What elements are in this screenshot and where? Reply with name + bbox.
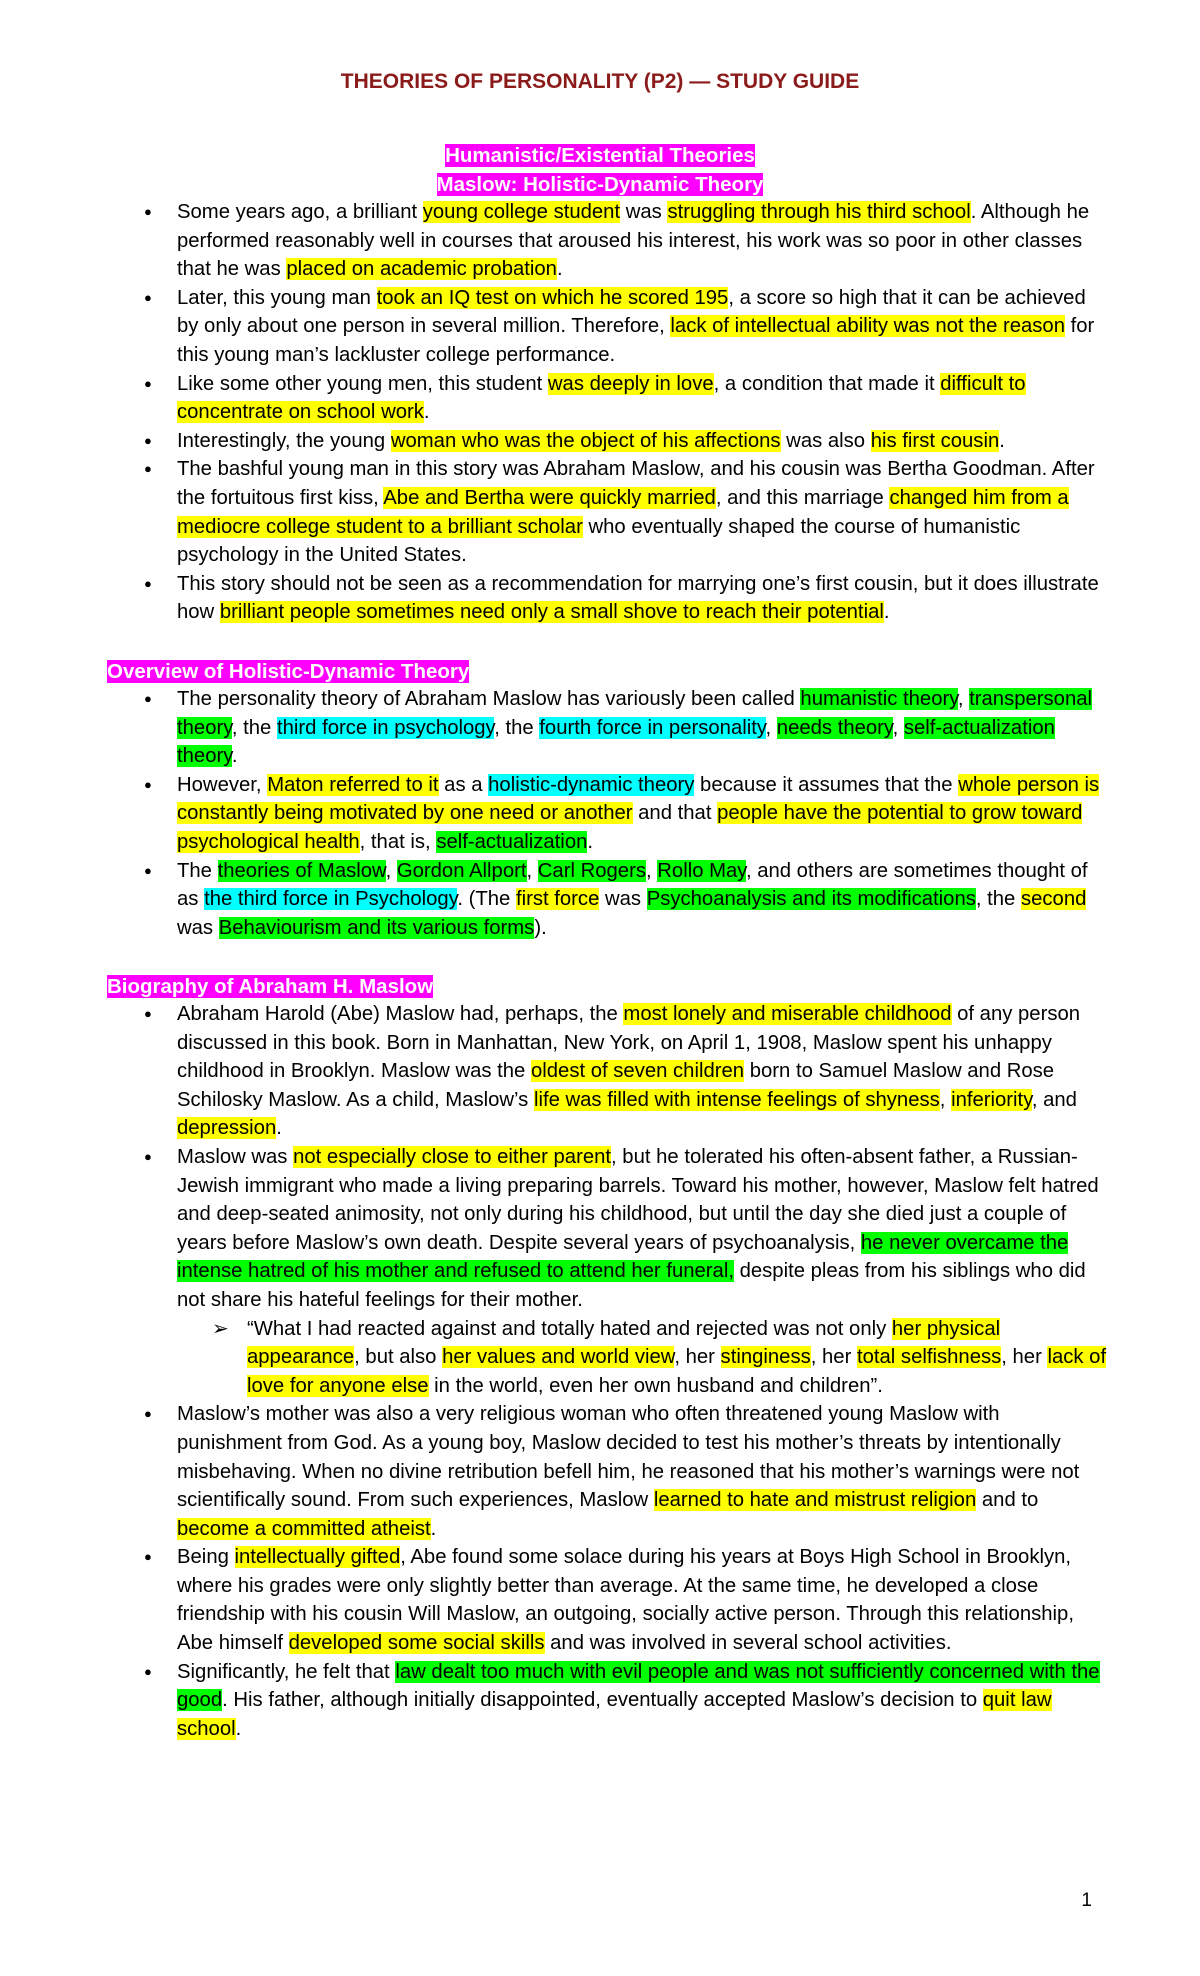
body-text: . His father, although initially disappointed, eventually accepted Maslow’s decision to — [222, 1689, 983, 1712]
highlighted-text: lack of love for anyone else — [247, 1346, 1107, 1397]
body-text: Maslow’s mother was also a very religious woman who often threatened young Maslow with punishment from God. As a young boy, Maslow decided to test his mother’s threats by intentionally misbehaving. When no divine retribution befell him, he reasoned that his mother’s warnings were not scientifically sound. From such experiences, Maslow — [177, 1403, 1080, 1512]
body-text: , the — [494, 716, 540, 739]
body-text: , her — [674, 1346, 721, 1369]
bullet-item — [107, 1400, 1107, 1543]
body-text: . Although he performed reasonably well in courses that aroused his interest, his work was so poor in other classes that he was — [177, 201, 1090, 281]
part-heading-text: Humanistic/Existential Theories — [445, 144, 755, 167]
highlighted-text: fourth force in personality — [539, 716, 766, 739]
body-text: Like some other young men, this student — [177, 372, 548, 395]
body-text: , — [892, 716, 904, 739]
highlighted-text: first force — [515, 888, 600, 911]
body-text: , and this marriage — [715, 486, 890, 509]
bullet-item — [107, 1143, 1107, 1400]
body-text: . — [276, 1117, 282, 1140]
body-text: born to Samuel Maslow and Rose Schilosky Maslow. As a child, Maslow’s — [177, 1060, 1055, 1111]
highlighted-text: not especially close to either parent — [293, 1145, 612, 1168]
body-text: because it assumes that the — [694, 773, 959, 796]
story-bullet-list — [107, 198, 1107, 627]
highlighted-text: brilliant people sometimes need only a small shove to reach their potential — [219, 601, 884, 624]
body-text: . — [231, 745, 238, 768]
bullet-item — [107, 771, 1107, 857]
highlighted-text: oldest of seven children — [530, 1060, 745, 1083]
highlighted-text: was deeply in love — [547, 372, 714, 395]
body-text: The — [177, 859, 218, 882]
body-text: Some years ago, a brilliant — [177, 201, 423, 223]
body-text: , Abe found some solace during his years at Boys High School in Brooklyn, where his grades were only slightly better than average. At the same time, he developed a close friendship with his cousin Will Maslow, an outgoing, socially active person. Through this relationship, Abe himself — [177, 1546, 1074, 1655]
highlighted-text: holistic-dynamic theory — [488, 773, 695, 796]
highlighted-text: humanistic theory — [800, 688, 958, 710]
overview-heading — [107, 657, 469, 686]
highlighted-text: second — [1020, 888, 1087, 911]
body-text: and was involved in several school activities. — [544, 1632, 952, 1655]
body-text: . — [235, 1717, 242, 1740]
body-text: was — [599, 888, 647, 911]
highlighted-text: Maton referred to it — [267, 773, 439, 796]
bullet-item — [107, 284, 1107, 370]
document-title: THEORIES OF PERSONALITY (P2) — STUDY GUIDE — [340, 70, 860, 93]
body-text: in the world, even her own husband and children”. — [428, 1374, 883, 1397]
biography-heading — [107, 972, 433, 1001]
bullet-item — [107, 198, 1107, 284]
body-text: , — [385, 859, 397, 882]
body-text: despite pleas from his siblings who did not share his hateful feelings for their mother. — [177, 1260, 1086, 1311]
highlighted-text: learned to hate and mistrust religion — [653, 1489, 977, 1512]
bullet-item — [107, 427, 1107, 456]
chapter-heading — [0, 170, 1200, 199]
highlighted-text: changed him from a mediocre college student to a brilliant scholar — [177, 486, 1069, 538]
body-text: The bashful young man in this story was Abraham Maslow, and his cousin was Bertha Goodman. After the fortuitous first kiss, — [177, 458, 1095, 509]
highlighted-text: he never overcame the intense hatred of his mother and refused to attend her funeral, — [177, 1231, 1069, 1283]
highlighted-text: law dealt too much with evil people and was not sufficiently concerned with the good — [177, 1660, 1100, 1712]
body-text: Maslow was — [177, 1145, 294, 1168]
body-text: Being — [177, 1546, 235, 1569]
overview-heading-text: Overview of Holistic-Dynamic Theory — [107, 660, 470, 683]
bullet-item — [107, 1000, 1107, 1143]
body-text: Significantly, he felt that — [177, 1660, 396, 1683]
highlighted-text: intellectually gifted — [234, 1546, 401, 1569]
body-text: of any person discussed in this book. Born in Manhattan, New York, on April 1, 1908, Maslow spent his unhappy childhood in Brooklyn. Maslow was the — [177, 1003, 1081, 1083]
highlighted-text: life was filled with intense feelings of shyness — [533, 1088, 940, 1111]
highlighted-text: theories of Maslow — [217, 859, 386, 882]
highlighted-text: transpersonal theory — [177, 688, 1093, 739]
body-text: ). — [534, 916, 547, 939]
body-text: . (The — [457, 888, 516, 911]
highlighted-text: most lonely and miserable childhood — [623, 1003, 952, 1025]
biography-heading-text: Biography of Abraham H. Maslow — [107, 975, 434, 998]
body-text: , that is, — [359, 830, 437, 853]
highlighted-text: the third force in Psychology — [204, 888, 458, 911]
body-text: Interestingly, the young — [177, 429, 391, 452]
highlighted-text: difficult to concentrate on school work — [177, 372, 1026, 424]
body-text: However, — [177, 773, 268, 796]
body-text: . — [883, 601, 890, 624]
highlighted-text: needs theory — [776, 716, 893, 739]
body-text: , her — [1001, 1346, 1048, 1369]
body-text: was also — [780, 429, 871, 452]
body-text: This story should not be seen as a recommendation for marrying one’s first cousin, but it does illustrate how — [177, 572, 1099, 624]
body-text: . — [430, 1517, 437, 1540]
bullet-item — [107, 370, 1107, 427]
bullet-item — [107, 1543, 1107, 1657]
highlighted-text: self-actualization — [436, 830, 588, 853]
body-text: , — [526, 859, 538, 882]
highlighted-text: inferiority — [951, 1088, 1032, 1111]
biography-bullet-list — [107, 1000, 1107, 1743]
bullet-item — [107, 570, 1107, 627]
highlighted-text: third force in psychology — [276, 716, 495, 739]
highlighted-text: Carl Rogers — [537, 859, 646, 882]
chapter-heading-text: Maslow: Holistic-Dynamic Theory — [436, 173, 764, 196]
sub-bullet-item — [177, 1315, 1107, 1401]
highlighted-text: Gordon Allport — [396, 859, 527, 882]
body-text: , and others are sometimes thought of as — [177, 859, 1088, 911]
body-text: for this young man’s lackluster college performance. — [177, 315, 1095, 366]
body-text: . — [587, 830, 594, 853]
body-text: , the — [231, 716, 277, 739]
bullet-item — [107, 1658, 1107, 1744]
body-text: , a condition that made it — [713, 372, 941, 395]
highlighted-text: Rollo May — [657, 859, 746, 882]
body-text: The personality theory of Abraham Maslow has variously been called — [177, 688, 801, 710]
bullet-item — [107, 455, 1107, 569]
highlighted-text: took an IQ test on which he scored 195 — [376, 286, 729, 309]
highlighted-text: lack of intellectual ability was not the reason — [670, 315, 1065, 338]
body-text: “What I had reacted against and totally hated and rejected was not only — [247, 1317, 892, 1340]
highlighted-text: Abe and Bertha were quickly married — [383, 486, 716, 509]
highlighted-text: total selfishness — [856, 1346, 1002, 1369]
highlighted-text: stinginess — [720, 1346, 811, 1369]
highlighted-text: placed on academic probation — [286, 258, 557, 281]
body-text: , but also — [354, 1346, 443, 1369]
highlighted-text: young college student — [422, 201, 621, 223]
body-text: was — [620, 201, 668, 223]
body-text: , — [939, 1088, 952, 1111]
highlighted-text: people have the potential to grow toward psychological health — [177, 802, 1083, 853]
highlighted-text: her values and world view — [442, 1346, 675, 1369]
body-text: Later, this young man — [177, 286, 377, 309]
highlighted-text: self-actualization theory — [177, 716, 1055, 768]
highlighted-text: her physical appearance — [247, 1317, 1001, 1369]
highlighted-text: struggling through his third school — [667, 201, 971, 223]
body-text: and to — [976, 1489, 1039, 1512]
sub-bullet-list — [177, 1315, 1107, 1401]
highlighted-text: woman who was the object of his affections — [390, 429, 781, 452]
overview-bullet-list — [107, 685, 1107, 942]
highlighted-text: depression — [177, 1117, 277, 1140]
body-text: and that — [632, 802, 718, 825]
body-text: , — [957, 688, 970, 710]
highlighted-text: developed some social skills — [288, 1632, 545, 1655]
body-text: , and — [1031, 1088, 1077, 1111]
bullet-item — [107, 685, 1107, 771]
body-text: , — [765, 716, 777, 739]
body-text: , — [645, 859, 658, 882]
highlighted-text: Psychoanalysis and its modifications — [646, 888, 976, 911]
body-text: was — [177, 916, 219, 939]
body-text: . — [999, 429, 1005, 452]
bullet-item — [107, 857, 1107, 943]
body-text: , her — [810, 1346, 857, 1369]
page-number: 1 — [1081, 1890, 1092, 1911]
highlighted-text: become a committed atheist — [177, 1517, 431, 1540]
highlighted-text: quit law school — [177, 1689, 1052, 1740]
highlighted-text: whole person is constantly being motivated by one need or another — [177, 773, 1100, 825]
body-text: as a — [438, 773, 489, 796]
part-heading — [0, 141, 1200, 170]
body-text: , a score so high that it can be achieved by only about one person in several million. Therefore, — [177, 286, 1086, 338]
body-text: , but he tolerated his often-absent father, a Russian-Jewish immigrant who made a living preparing barrels. Toward his mother, however, Maslow felt hatred and deep-seated animosity, not only during his childhood, but until the day she died just a couple of years before Maslow’s own death. Despite several years of psychoanalysis, — [177, 1145, 1099, 1254]
body-text: Abraham Harold (Abe) Maslow had, perhaps, the — [177, 1003, 624, 1025]
body-text: . — [423, 401, 430, 424]
highlighted-text: his first cousin — [870, 429, 1000, 452]
body-text: . — [556, 258, 563, 281]
body-text: , the — [975, 888, 1021, 911]
highlighted-text: Behaviourism and its various forms — [218, 916, 535, 939]
body-text: who eventually shaped the course of humanistic psychology in the United States. — [177, 515, 1021, 567]
